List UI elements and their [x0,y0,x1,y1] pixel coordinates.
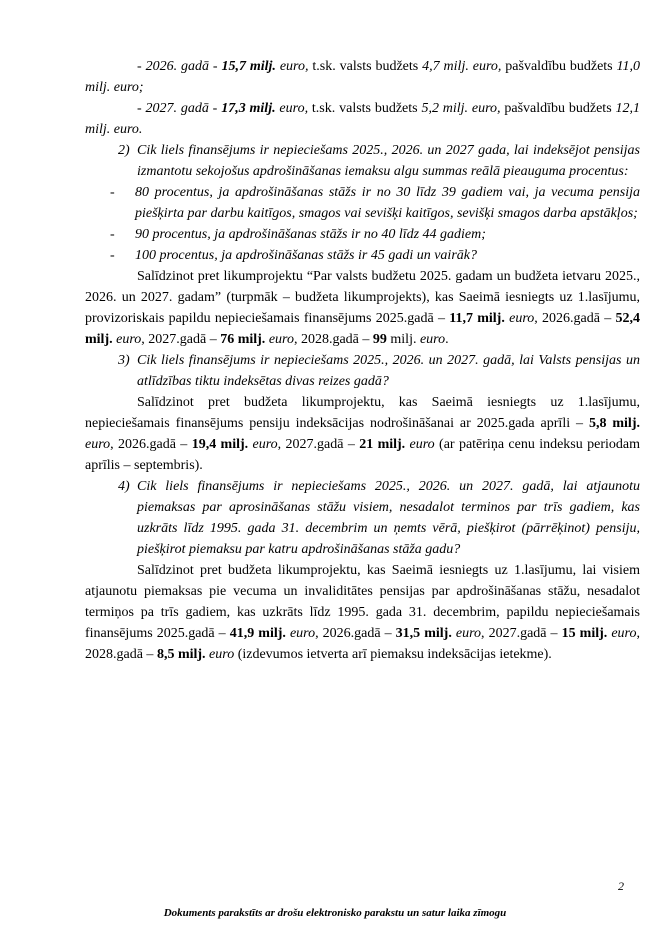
paragraph [85,392,640,476]
list-item [85,224,640,245]
text-segment: euro, [275,101,312,116]
page-number: 2 [618,879,624,893]
text-segment: euro, [275,59,313,74]
text-segment: euro [405,437,435,452]
text-segment: . [445,332,449,347]
footer-note: Dokuments parakstīts ar drošu elektronisko parakstu un satur laika zīmogu [163,907,507,919]
list-marker: 3) [118,353,130,368]
text-segment: euro [112,332,142,347]
list-marker: 2) [118,143,130,158]
text-segment: Cik liels finansējums ir nepieciešams 2025., 2026. un 2027. gadā, lai Valsts pensijas un atlīdzības tiktu indeksētas divas reizes gadā? [137,353,640,389]
text-segment: - 2026. gadā - [137,59,222,74]
text-segment: euro [504,311,535,326]
list-item [85,245,640,266]
text-segment: 100 procentus, ja apdrošināšanas stāžs ir 45 gadi un vairāk? [135,248,477,263]
text-segment: 15 milj. [561,626,608,641]
text-segment: euro [265,332,294,347]
text-segment: 21 milj. [359,437,406,452]
text-segment: 19,4 milj. [191,437,249,452]
text-segment: euro [205,647,235,662]
text-segment: , 2026.gadā – [110,437,192,452]
text-segment: pašvaldību budžets [500,101,616,116]
text-segment: 8,5 milj. [156,647,206,662]
text-segment: 5,8 milj. [588,416,640,431]
question-paragraph [85,476,640,560]
text-segment: 80 procentus, ja apdrošināšanas stāžs ir no 30 līdz 39 gadiem vai, ja vecuma pensija piešķirta par darbu kaitīgos, smagos vai sevišķi kaitīgos, sevišķi smagos darba apstākļos; [135,185,640,221]
text-segment: Cik liels finansējums ir nepieciešams 2025., 2026. un 2027. gadā, lai atjaunotu piemaksas par aprosināšanas stāžu visiem, nesadalot terminos par trīs gadiem, kas uzkrāts līdz 1995. gada 31. decembrim un ņemts vērā, piešķirot (pārrēķinot) pensiju, piešķirot piemaksu par katru apdrošināšanas stāža gadu? [137,479,640,557]
text-segment: 52,4 milj. [85,311,640,347]
text-segment: Salīdzinot pret likumprojektu “Par valsts budžetu 2025. gadam un budžeta ietvaru 2025., 2026. un 2027. gadam” (turpmāk – budžeta likumprojekts), kas Saeimā iesniegts uz 1.lasījumu, provizoriskais papildu nepieciešamais finansējums 2025.gadā – [85,269,640,326]
text-segment: euro [419,332,446,347]
text-segment: 31,5 milj. [395,626,452,641]
question-paragraph [85,140,640,182]
text-segment: euro [607,626,637,641]
text-segment: Salīdzinot pret budžeta likumprojektu, kas Saeimā iesniegts uz 1.lasījumu, nepieciešamais finansējums pensiju indeksācijas nodrošināšanai ar 2025.gada aprīli – [85,395,640,431]
text-segment: , 2026.gadā – [315,626,396,641]
text-segment: 76 milj. [220,332,266,347]
text-segment: pašvaldību budžets [501,59,617,74]
text-segment: 11,0 milj. euro; [85,59,641,95]
text-segment: t.sk. valsts budžets [311,101,422,116]
text-segment: 90 procentus, ja apdrošināšanas stāžs ir no 40 līdz 44 gadiem; [135,227,486,242]
paragraph [85,266,640,350]
list-marker: 4) [118,479,130,494]
text-segment: (izdevumos ietverta arī piemaksu indeksācijas ietekme). [234,647,552,662]
document-body [85,56,640,665]
text-segment: 12,1 milj. euro. [85,101,640,137]
text-segment: , 2027.gadā – [481,626,562,641]
text-segment: euro [451,626,482,641]
text-segment: 99 [372,332,387,347]
text-segment: Cik liels finansējums ir nepieciešams 2025., 2026. un 2027 gada, lai indeksējot pensijas izmantotu sekojošus apdrošināšanas iemaksu algu summas reālā pieauguma procentus: [137,143,640,179]
text-segment: , 2026.gadā – [534,311,616,326]
list-item [85,98,640,140]
text-segment: - 2027. gadā - [137,101,222,116]
text-segment: 5,2 milj. euro, [421,101,501,116]
list-marker: - [110,227,115,242]
text-segment: euro [248,437,278,452]
text-segment: euro [85,437,111,452]
text-segment: t.sk. valsts budžets [312,59,423,74]
text-segment: 4,7 milj. euro, [422,59,502,74]
text-segment: , 2027.gadā – [141,332,221,347]
list-item [85,56,640,98]
text-segment: (ar patēriņa cenu indeksu periodam aprīlis – septembris). [85,437,640,473]
paragraph [85,560,640,665]
text-segment: euro [285,626,316,641]
text-segment: 41,9 milj. [229,626,286,641]
text-segment: , 2028.gadā – [293,332,373,347]
text-segment: 15,7 milj. [221,59,276,74]
list-marker: - [110,248,115,263]
text-segment: , 2028.gadā – [85,626,640,662]
list-marker: - [110,185,115,200]
question-paragraph [85,350,640,392]
text-segment: Salīdzinot pret budžeta likumprojektu, kas Saeimā iesniegts uz 1.lasījumu, lai visiem atjaunotu piemaksas pie vecuma un invaliditātes pensijas par apdrošināšanas stāžu, nesadalot termiņos pa trīs gadiem, kas uzkrāts līdz 1995. gada 31. decembrim, papildu nepieciešamais finansējums 2025.gadā – [85,563,640,641]
text-segment: 11,7 milj. [449,311,505,326]
text-segment: 17,3 milj. [221,101,276,116]
text-segment: milj. [386,332,420,347]
text-segment: , 2027.gadā – [277,437,360,452]
list-item [85,182,640,224]
